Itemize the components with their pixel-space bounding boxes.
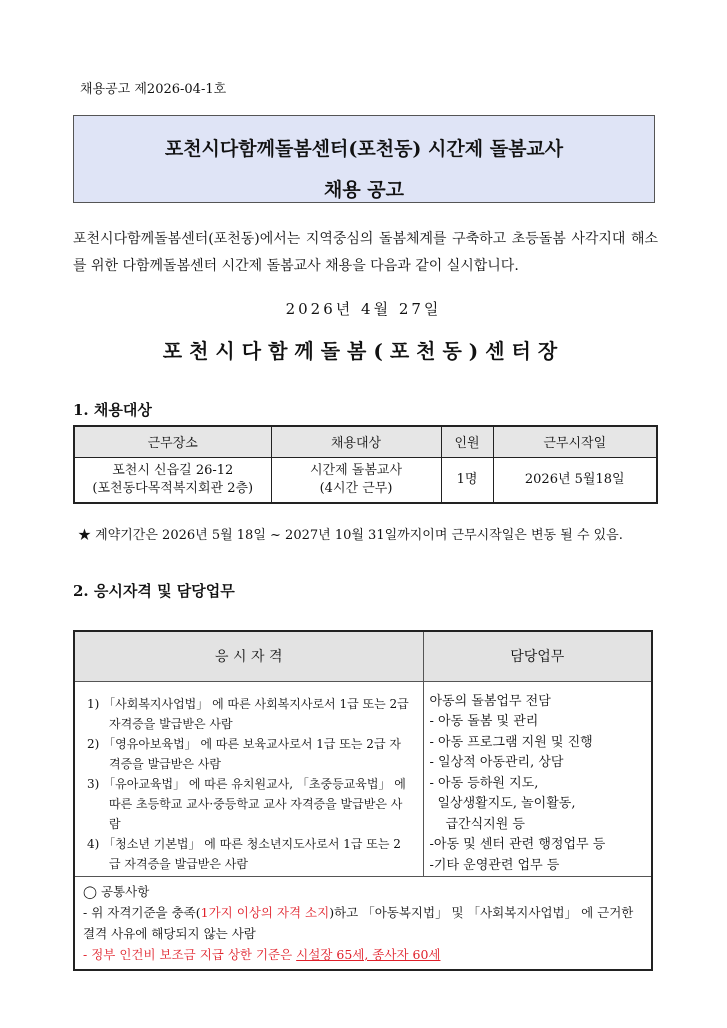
duty-item: -아동 및 센터 관련 행정업무 등: [429, 837, 606, 852]
common-row: [74, 877, 652, 971]
table-row: [74, 681, 652, 877]
duties-title: 아동의 돌봄업무 전담: [429, 693, 551, 709]
duty-item: 급간식지원 등: [445, 816, 525, 832]
duty-item: - 아동 프로그램 지원 및 진행: [429, 734, 593, 750]
recruitment-table: [73, 425, 658, 504]
qualification-item: 1) 「사회복지사업법」 에 따른 사회복지사로서 1급 또는 2급 자격증을 발급받은 사람: [87, 696, 409, 731]
place-line2: (포천동다목적복지회관 2층): [92, 480, 254, 496]
table-header-row: [74, 426, 657, 457]
target-line1: 시간제 돌봄교사: [309, 462, 403, 478]
duties-cell: [423, 681, 652, 877]
section2-heading: 2. 응시자격 및 담당업무: [73, 582, 235, 600]
header-duties: 담당업무: [423, 631, 652, 681]
common-title: ◯ 공통사항: [83, 884, 150, 899]
page-title: 포천시다함께돌봄센터(포천동) 시간제 돌봄교사: [164, 138, 564, 160]
cell-start: 2026년 5월18일: [493, 457, 657, 503]
notice-number: 채용공고 제2026-04-1호: [80, 82, 227, 97]
qualification-item: 2) 「영유아보육법」 에 따른 보육교사로서 1급 또는 2급 자격증을 발급받은 사람: [87, 736, 401, 771]
header-place: 근무장소: [74, 426, 271, 457]
common-cell: [74, 877, 652, 971]
cell-target: [271, 457, 441, 503]
announcement-date: 2026년 4월 27일: [285, 300, 442, 318]
table-header-row: [74, 631, 652, 681]
common-requirement: [83, 902, 643, 944]
duty-item: - 일상적 아동관리, 상담: [429, 755, 564, 770]
contract-note: ★ 계약기간은 2026년 5월 18일 ~ 2027년 10월 31일까지이며 근무시작일은 변동 될 수 있음.: [78, 528, 623, 543]
qualification-item: 3) 「유아교육법」 에 따른 유치원교사, 「초중등교육법」 에 따른 초등학교 교사·중등학교 교사 자격증을 발급받은 사람: [87, 776, 406, 831]
intro-paragraph: 포천시다함께돌봄센터(포천동)에서는 지역중심의 돌봄체계를 구축하고 초등돌봄 사각지대 해소를 위한 다함께돌봄센터 시간제 돌봄교사 채용을 다음과 같이 실시합니다.: [73, 231, 658, 274]
cell-place: [74, 457, 271, 503]
header-qualification: 응 시 자 격: [74, 631, 423, 681]
place-line1: 포천시 신읍길 26-12: [112, 462, 234, 478]
requirement-text: - 위 자격기준을 충족(: [83, 905, 201, 920]
duty-item: - 아동 돌봄 및 관리: [429, 714, 539, 729]
title-box: [73, 115, 655, 203]
duty-item: -기타 운영관련 업무 등: [429, 857, 560, 873]
age-limit-text: - 정부 인건비 보조금 지급 상한 기준은: [83, 947, 297, 962]
header-start: 근무시작일: [493, 426, 657, 457]
requirement-highlight: 1가지 이상의 자격 소지: [200, 905, 330, 920]
age-limit-values: 시설장 65세, 종사자 60세: [296, 947, 441, 962]
page-subtitle: 채용 공고: [323, 179, 405, 201]
cell-count: 1명: [441, 457, 493, 503]
qualification-cell: [74, 681, 423, 877]
duty-item: - 아동 등하원 지도,: [429, 775, 539, 791]
table-row: [74, 457, 657, 503]
duty-item: 일상생활지도, 놀이활동,: [437, 796, 576, 811]
age-limit: [83, 944, 643, 965]
qualification-item: 4) 「청소년 기본법」 에 따른 청소년지도사로서 1급 또는 2급 자격증을 발급받은 사람: [87, 836, 401, 871]
target-line2: (4시간 근무): [319, 480, 393, 496]
section1-heading: 1. 채용대상: [73, 401, 152, 419]
requirement-text-rest: )하고 「아동복지법」 및 「사회복지사업법」 에 근거한 결격 사유에 해당되지 않는 사람: [83, 905, 634, 941]
qualification-table: [73, 630, 653, 971]
header-target: 채용대상: [271, 426, 441, 457]
issuer: 포천시다함께돌봄(포천동)센터장: [162, 339, 565, 363]
header-count: 인원: [441, 426, 493, 457]
